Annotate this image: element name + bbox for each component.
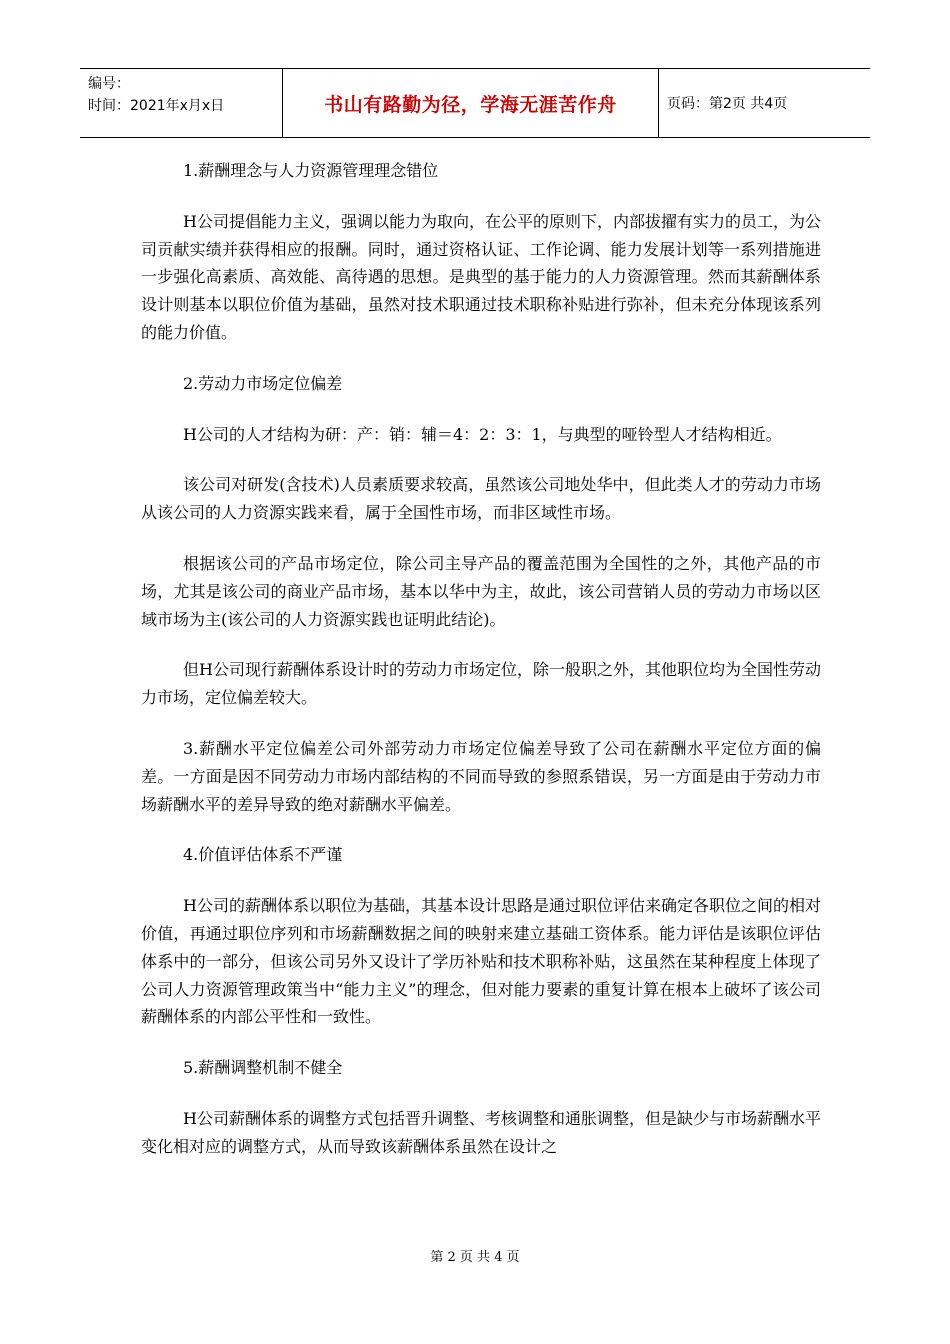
body-paragraph: 但H公司现行薪酬体系设计时的劳动力市场定位，除一般职之外，其他职位均为全国性劳动力市场，定位偏差较大。: [141, 660, 821, 708]
body-paragraph: H公司提倡能力主义，强调以能力为取向，在公平的原则下，内部拔擢有实力的员工，为公司贡献实绩并获得相应的报酬。同时，通过资格认证、工作论调、能力发展计划等一系列措施进一步强化高素质、高效能、高待遇的思想。是典型的基于能力的人力资源管理。然而其薪酬体系设计则基本以职位价值为基础，虽然对技术职通过技术职称补贴进行弥补，但未充分体现该系列的能力价值。: [141, 211, 821, 342]
section-heading: 2.劳动力市场定位偏差: [183, 373, 343, 393]
header-page-info: 页码：第2页 共4页: [667, 96, 788, 112]
document-number-label: 编号：: [88, 76, 130, 92]
page-footer: 第 2 页 共 4 页: [430, 1250, 520, 1265]
body-paragraph: 3.薪酬水平定位偏差公司外部劳动力市场定位偏差导致了公司在薪酬水平定位方面的偏差。一方面是因不同劳动力市场内部结构的不同而导致的参照系错误，另一方面是由于劳动力市场薪酬水平的差异导致的绝对薪酬水平偏差。: [141, 738, 821, 814]
body-paragraph: H公司薪酬体系的调整方式包括晋升调整、考核调整和通胀调整，但是缺少与市场薪酬水平变化相对应的调整方式，从而导致该薪酬体系虽然在设计之: [141, 1108, 821, 1156]
page-header: [80, 68, 870, 138]
body-paragraph: 该公司对研发(含技术)人员素质要求较高，虽然该公司地处华中，但此类人才的劳动力市场从该公司的人力资源实践来看，属于全国性市场，而非区域性市场。: [141, 475, 821, 523]
header-motto: 书山有路勤为径，学海无涯苦作舟: [283, 69, 659, 137]
body-paragraph: H公司的薪酬体系以职位为基础，其基本设计思路是通过职位评估来确定各职位之间的相对价值，再通过职位序列和市场薪酬数据之间的映射来建立基础工资体系。能力评估是该职位评估体系中的一部分，但该公司另外又设计了学历补贴和技术职称补贴，这虽然在某种程度上体现了公司人力资源管理政策当中“能力主义”的理念，但对能力要素的重复计算在根本上破坏了该公司薪酬体系的内部公平性和一致性。: [141, 896, 821, 1027]
header-meta: [80, 69, 283, 137]
section-heading: 4.价值评估体系不严谨: [183, 845, 343, 865]
document-time-label: 时间：2021年x月x日: [88, 98, 225, 114]
body-paragraph: 根据该公司的产品市场定位，除公司主导产品的覆盖范围为全国性的之外，其他产品的市场，尤其是该公司的商业产品市场，基本以华中为主，故此，该公司营销人员的劳动力市场以区域市场为主(该公司的人力资源实践也证明此结论)。: [141, 553, 821, 629]
section-heading: 5.薪酬调整机制不健全: [183, 1058, 343, 1078]
document-body: [141, 157, 821, 1184]
section-heading: 1.薪酬理念与人力资源管理理念错位: [183, 161, 439, 180]
body-paragraph: H公司的人才结构为研：产：销：辅＝4：2：3：1，与典型的哑铃型人才结构相近。: [183, 424, 782, 444]
